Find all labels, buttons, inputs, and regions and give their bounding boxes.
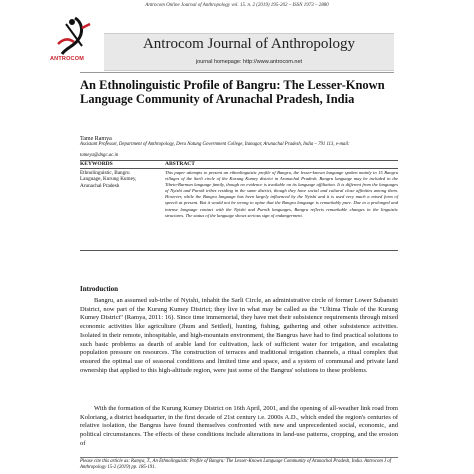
citation-box: Please cite this article as: Ramya, T., An Ethnolinguistic Profile of Bangru: The Lesser-Known Language Community of Arunachal Pradesh, India. Antrocom J of Anthropology 15-2 (2019) pp. 185-191. <box>80 457 398 474</box>
keywords-rule-bottom <box>80 250 398 251</box>
keyword-item: Ethnolinguistic, Bangru <box>80 170 130 176</box>
introduction-paragraph: Bangru, an assumed sub-tribe of Nyishi, inhabit the Sarli Circle, an administrative circle of former Lower Subansiri District, now part of the Kurung Kumey District; they live in what may be called as the "Ultima Thule of the Kurung Kumey District" (Ramya, 2011: 16). Since time immemorial, they have met their subsistence requirements through mixed economic activities like agriculture (Jhum and Settled), hunting, fishing, gathering and other subsistence activities. Isolated in their remote, inhospitable, and high-mountain environment, the Bangrus have had to find practical solutions to such basic problems as dearth of arable land for cultivation, lack of sufficient water for irrigation, and escalating population pressure on resources. The construction of terraces and traditional irrigation channels, a ritual complex that ensured the optimal use of seasonal conditions and limited time and space, and a system of communal and private land ownership that applied to this high-altitude region, were just some of the Bangrus' solutions to these problems. <box>80 297 398 374</box>
journal-banner <box>104 33 394 71</box>
journal-homepage-link[interactable]: journal homepage: http://www.antrocom.net <box>195 59 303 65</box>
abstract-heading: ABSTRACT <box>165 161 195 167</box>
keywords-rule-mid <box>80 168 398 169</box>
author-email[interactable]: tameya@dngc.ac.in <box>80 153 119 158</box>
keyword-item: Language, Kurung Kumey, <box>80 176 137 183</box>
introduction-heading: Introduction <box>80 285 118 293</box>
introduction-paragraph: With the formation of the Kurung Kumey District on 16th April, 2001, and the opening of all-weather link road from Koloriang, a district headquarter, in the first decade of 21st century i.e. 2000s A.D., which ended the region's centuries of relative isolation, the Bangrus have found themselves confronted with new and unprecedented social, economic, and political circumstances. The effects of these conditions include alterations in land-use patterns, cropping, and the erosion of <box>80 405 398 447</box>
keywords-rule-top <box>80 160 398 161</box>
keywords-heading: KEYWORDS <box>80 161 113 167</box>
keywords-list <box>80 170 160 189</box>
stylized-figure-logo-icon <box>52 14 98 62</box>
header-rule <box>80 72 394 73</box>
article-title: An Ethnolinguistic Profile of Bangru: The Lesser-Known Language Community of Arunachal Pradesh, India <box>80 78 385 106</box>
journal-title: Antrocom Journal of Anthropology <box>142 36 356 52</box>
running-head: Antrocom Online Journal of Anthropology vol. 15. n. 2 (2019) 195-202 – ISSN 1973 – 2880 <box>145 3 329 8</box>
logo-text: ANTROCOM <box>50 56 84 62</box>
abstract-text: This paper attempts to present an ethnolinguistic profile of Bangru, the lesser-known language spoken mainly in 15 Bangru villages of the Sarli circle of the Kurung Kumey district in Arunachal Pradesh. Bangru language may be included in the Tibeto-Burman language family, though no evidence is available on its language affiliation. It is different from the languages of Nyishi and Puroik tribes residing in the same district, though they have social and cultural close affinities among them. However, while the Bangru language has been largely influenced by the Nyishi and it is used very much a mixed form of speech at present. But it would not be wrong to opine that the Bangru language is remarkably pure. Due to a prolonged and intense language contact with the Nyishi and Puroik languages, Bangru reflects remarkable changes in the linguistic structures. The status of the language shows serious sign of endangerment. <box>165 170 398 218</box>
keyword-item: Arunachal Pradesh <box>80 182 120 189</box>
author-name: Tame Ramya <box>80 136 112 142</box>
author-affiliation: Assistant Professor, Department of Anthropology, Dera Natung Government College, Itanagar, Arunachal Pradesh, India – 791 113, e-mail: <box>80 142 350 147</box>
